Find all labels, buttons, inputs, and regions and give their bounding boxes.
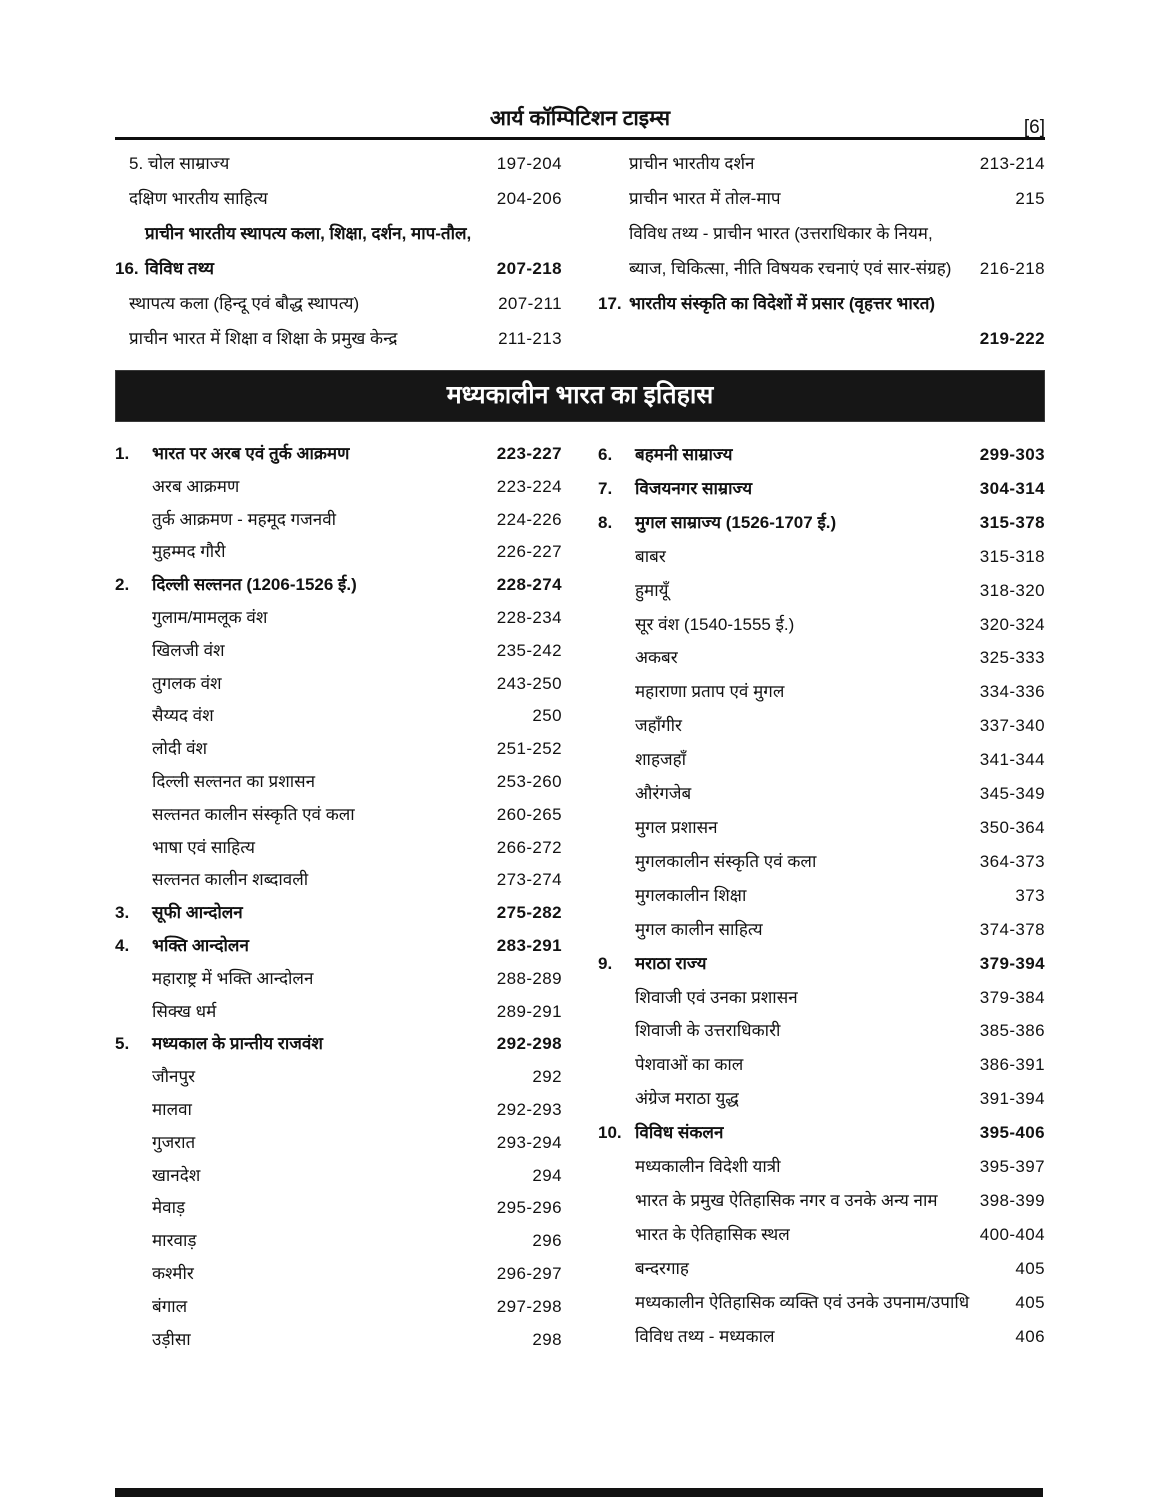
toc-row-pages: 289-291 <box>496 1001 562 1021</box>
toc-row-pages: 273-274 <box>496 870 562 890</box>
toc-row-pages: 320-324 <box>979 614 1045 634</box>
toc-row-pages: 391-394 <box>979 1089 1045 1109</box>
toc-row-number: 9. <box>598 953 613 973</box>
toc-row-number: 5. <box>115 1034 130 1054</box>
toc-row-pages: 224-226 <box>496 509 562 529</box>
toc-row-pages: 207-218 <box>496 259 562 278</box>
toc-row-pages: 288-289 <box>496 968 562 988</box>
toc-row-pages: 405 <box>1015 1258 1045 1278</box>
toc-row-pages: 219-222 <box>979 329 1045 348</box>
toc-row-label: विविध संकलन <box>635 1123 724 1143</box>
toc-row-number: 10. <box>598 1123 622 1143</box>
toc-row-pages: 293-294 <box>496 1132 562 1152</box>
toc-row <box>115 504 562 537</box>
toc-row-pages: 374-378 <box>979 919 1045 939</box>
toc-row-pages: 223-227 <box>496 444 562 463</box>
toc-row <box>598 845 1045 879</box>
toc-row-label: सिक्ख धर्म <box>152 1001 217 1021</box>
toc-row-label: महाराणा प्रताप एवं मुगल <box>635 682 785 702</box>
toc-row-pages: 211-213 <box>498 329 562 348</box>
toc-row-label: विविध तथ्य - प्राचीन भारत (उत्तराधिकार के नियम, ब्याज, चिकित्सा, नीति विषयक रचनाएं एवं सार-संग्रह) <box>629 224 952 278</box>
toc-row-pages: 350-364 <box>979 817 1045 837</box>
toc-row-label: प्राचीन भारतीय स्थापत्य कला, शिक्षा, दर्शन, माप-तौल, विविध तथ्य <box>145 224 472 278</box>
toc-row-pages: 400-404 <box>979 1224 1045 1244</box>
toc-row <box>598 743 1045 777</box>
toc-row-label: खानदेश <box>152 1165 201 1185</box>
toc-row-label: अकबर <box>635 648 678 668</box>
toc-row <box>598 181 1045 216</box>
toc-row <box>115 733 562 766</box>
toc-row-pages: 395-406 <box>979 1123 1045 1143</box>
toc-row <box>115 668 562 701</box>
toc-row-pages: 315-318 <box>979 546 1045 566</box>
toc-right-column <box>598 438 1045 1356</box>
toc-row <box>115 897 562 930</box>
toc-row-label: गुलाम/मामलूक वंश <box>152 607 268 627</box>
toc-row <box>598 1048 1045 1082</box>
toc-row <box>598 216 1045 286</box>
header-rule <box>115 137 1045 140</box>
toc-row-pages: 215 <box>1015 189 1045 208</box>
toc-row-pages: 235-242 <box>496 640 562 660</box>
toc-row <box>598 438 1045 472</box>
toc-row-number: 1. <box>115 444 130 463</box>
toc-row <box>115 1061 562 1094</box>
toc-row-label: विविध तथ्य - मध्यकाल <box>635 1326 775 1346</box>
toc-row-label: दिल्ली सल्तनत का प्रशासन <box>152 771 316 791</box>
toc-row <box>115 1291 562 1324</box>
toc-row <box>598 574 1045 608</box>
toc-row-number: 4. <box>115 935 130 955</box>
toc-row <box>598 777 1045 811</box>
toc-row-pages: 318-320 <box>979 580 1045 600</box>
toc-row <box>115 1324 562 1357</box>
toc-row <box>598 879 1045 913</box>
toc-row <box>115 1225 562 1258</box>
toc-row-pages: 292-293 <box>496 1099 562 1119</box>
toc-row <box>115 1192 562 1225</box>
top-left-column <box>115 146 562 356</box>
toc-row <box>115 635 562 668</box>
toc-row <box>115 216 562 286</box>
toc-row-label: भाषा एवं साहित्य <box>152 837 255 857</box>
toc-row-label: मुहम्मद गौरी <box>152 542 226 562</box>
medieval-india-toc <box>115 438 1045 1356</box>
bottom-rule <box>115 1488 1043 1497</box>
toc-row-label: सूर वंश (1540-1555 ई.) <box>635 614 795 634</box>
toc-row-label: सल्तनत कालीन शब्दावली <box>152 870 309 890</box>
toc-row-pages: 228-274 <box>496 575 562 595</box>
toc-row-label: 5. चोल साम्राज्य <box>129 154 230 173</box>
toc-row <box>598 1150 1045 1184</box>
toc-row-pages: 251-252 <box>496 739 562 759</box>
toc-row <box>598 472 1045 506</box>
toc-row-pages: 296-297 <box>496 1263 562 1283</box>
toc-row-label: बाबर <box>635 546 666 566</box>
toc-row-label: सल्तनत कालीन संस्कृति एवं कला <box>152 804 355 824</box>
toc-row-label: स्थापत्य कला (हिन्दू एवं बौद्ध स्थापत्य) <box>129 294 360 313</box>
toc-row-label: विजयनगर साम्राज्य <box>635 478 753 498</box>
toc-row-label: भारत पर अरब एवं तुर्क आक्रमण <box>152 444 350 463</box>
toc-row-pages: 297-298 <box>496 1296 562 1316</box>
toc-row <box>115 181 562 216</box>
toc-row-number: 17. <box>598 294 622 313</box>
toc-row <box>115 1160 562 1193</box>
toc-row-pages: 385-386 <box>979 1021 1045 1041</box>
toc-row-pages: 299-303 <box>979 445 1045 464</box>
toc-row-pages: 405 <box>1015 1292 1045 1312</box>
toc-row <box>115 766 562 799</box>
toc-row-label: जौनपुर <box>152 1067 196 1087</box>
toc-row-label: दक्षिण भारतीय साहित्य <box>129 189 268 208</box>
toc-row-pages: 292-298 <box>496 1034 562 1054</box>
toc-row <box>598 1252 1045 1286</box>
page-header <box>115 0 1045 140</box>
toc-row-label: मुगलकालीन संस्कृति एवं कला <box>635 851 817 871</box>
toc-row-label: भारत के ऐतिहासिक स्थल <box>635 1224 790 1244</box>
toc-row-pages: 345-349 <box>979 784 1045 804</box>
toc-row-pages: 315-378 <box>979 512 1045 532</box>
toc-row <box>115 536 562 569</box>
toc-row-pages: 260-265 <box>496 804 562 824</box>
toc-row <box>115 286 562 321</box>
toc-row-label: भारत के प्रमुख ऐतिहासिक नगर व उनके अन्य नाम <box>635 1190 938 1210</box>
toc-row-pages: 204-206 <box>496 189 562 208</box>
toc-row-label: शिवाजी के उत्तराधिकारी <box>635 1021 781 1041</box>
toc-row <box>598 1320 1045 1354</box>
toc-row <box>115 799 562 832</box>
toc-row-label: मालवा <box>152 1099 192 1119</box>
toc-row <box>115 963 562 996</box>
toc-row-label: बंगाल <box>152 1296 188 1316</box>
toc-row-label: हुमायूँ <box>635 580 669 600</box>
toc-row-pages: 406 <box>1015 1326 1045 1346</box>
toc-row-pages: 325-333 <box>979 648 1045 668</box>
toc-row-pages: 253-260 <box>496 771 562 791</box>
toc-row <box>115 602 562 635</box>
toc-row-number: 6. <box>598 445 613 464</box>
toc-row <box>598 146 1045 181</box>
toc-row-pages: 228-234 <box>496 607 562 627</box>
toc-row-pages: 292 <box>532 1067 562 1087</box>
toc-row-label: मुगल प्रशासन <box>635 817 718 837</box>
toc-row-pages: 226-227 <box>496 542 562 562</box>
toc-row-pages: 398-399 <box>979 1190 1045 1210</box>
toc-row-label: जहाँगीर <box>635 716 682 736</box>
toc-row-label: मुगल कालीन साहित्य <box>635 919 763 939</box>
toc-row-number: 3. <box>115 903 130 923</box>
page-number-badge: [6] <box>1023 117 1045 138</box>
toc-row-label: बहमनी साम्राज्य <box>635 445 733 464</box>
toc-row <box>598 981 1045 1015</box>
toc-row-label: मराठा राज्य <box>635 953 707 973</box>
toc-row-label: प्राचीन भारतीय दर्शन <box>629 154 755 173</box>
toc-row-label: मुगल साम्राज्य (1526-1707 ई.) <box>635 512 837 532</box>
toc-row-number: 2. <box>115 575 130 595</box>
toc-row-pages: 213-214 <box>979 154 1045 173</box>
toc-row-label: अंग्रेज मराठा युद्ध <box>635 1089 739 1109</box>
toc-row <box>115 864 562 897</box>
toc-row <box>598 1286 1045 1320</box>
toc-row <box>115 930 562 963</box>
toc-row-label: मध्यकालीन ऐतिहासिक व्यक्ति एवं उनके उपनाम/उपाधि <box>635 1292 970 1312</box>
toc-row <box>598 675 1045 709</box>
toc-row-pages: 373 <box>1015 885 1045 905</box>
toc-row-label: महाराष्ट्र में भक्ति आन्दोलन <box>152 968 314 988</box>
toc-row-label: शाहजहाँ <box>635 750 687 770</box>
toc-row-pages: 364-373 <box>979 851 1045 871</box>
toc-row-number: 7. <box>598 478 613 498</box>
toc-row-label: भक्ति आन्दोलन <box>152 935 249 955</box>
toc-row <box>115 1028 562 1061</box>
toc-row <box>598 641 1045 675</box>
toc-row-label: मध्यकालीन विदेशी यात्री <box>635 1157 781 1177</box>
toc-row <box>115 832 562 865</box>
toc-row-pages: 294 <box>532 1165 562 1185</box>
toc-row-label: लोदी वंश <box>152 739 208 759</box>
toc-row-label: भारतीय संस्कृति का विदेशों में प्रसार (वृहत्तर भारत) <box>629 294 936 313</box>
toc-row <box>598 709 1045 743</box>
toc-row <box>115 471 562 504</box>
toc-row <box>598 1014 1045 1048</box>
toc-row <box>598 608 1045 642</box>
toc-row-label: औरंगजेब <box>635 784 692 804</box>
toc-row-label: उड़ीसा <box>152 1329 191 1349</box>
toc-row-label: सूफी आन्दोलन <box>152 903 243 923</box>
toc-row-pages: 207-211 <box>498 294 562 313</box>
toc-row-pages: 379-394 <box>979 953 1045 973</box>
toc-row <box>598 506 1045 540</box>
toc-row <box>598 1218 1045 1252</box>
toc-row-pages: 275-282 <box>496 903 562 923</box>
toc-row-label: मुगलकालीन शिक्षा <box>635 885 747 905</box>
top-right-column <box>598 146 1045 356</box>
toc-row <box>115 1127 562 1160</box>
toc-row-pages: 334-336 <box>979 682 1045 702</box>
toc-row-pages: 395-397 <box>979 1157 1045 1177</box>
toc-row <box>598 1082 1045 1116</box>
toc-row-label: प्राचीन भारत में तोल-माप <box>629 189 781 208</box>
toc-row <box>115 1094 562 1127</box>
toc-left-column <box>115 438 562 1356</box>
toc-row <box>598 1116 1045 1150</box>
toc-row <box>115 569 562 602</box>
toc-row <box>598 321 1045 356</box>
toc-row-label: दिल्ली सल्तनत (1206-1526 ई.) <box>152 575 357 595</box>
toc-row <box>598 811 1045 845</box>
toc-row <box>598 913 1045 947</box>
section-banner: मध्यकालीन भारत का इतिहास <box>115 370 1045 422</box>
toc-row <box>115 146 562 181</box>
toc-row-pages: 266-272 <box>496 837 562 857</box>
toc-row-pages: 379-384 <box>979 987 1045 1007</box>
previous-section-continuation <box>115 146 1045 356</box>
toc-row-pages: 197-204 <box>496 154 562 173</box>
toc-row-label: सैय्यद वंश <box>152 706 214 726</box>
toc-row-label: तुर्क आक्रमण - महमूद गजनवी <box>152 509 337 529</box>
toc-row-label: बन्दरगाह <box>635 1258 689 1278</box>
toc-row-pages: 386-391 <box>979 1055 1045 1075</box>
toc-row-label: अरब आक्रमण <box>152 476 240 496</box>
toc-row-label: कश्मीर <box>152 1263 194 1283</box>
toc-row <box>115 438 562 471</box>
toc-row-label: मेवाड़ <box>152 1198 186 1218</box>
toc-row-label: शिवाजी एवं उनका प्रशासन <box>635 987 798 1007</box>
toc-row-pages: 250 <box>532 706 562 726</box>
toc-row <box>598 540 1045 574</box>
toc-row-pages: 223-224 <box>496 476 562 496</box>
toc-row-label: प्राचीन भारत में शिक्षा व शिक्षा के प्रमुख केन्द्र <box>129 329 398 348</box>
toc-row-pages: 243-250 <box>496 673 562 693</box>
toc-row <box>598 1184 1045 1218</box>
toc-row-label: मारवाड़ <box>152 1231 197 1251</box>
toc-row-number: 8. <box>598 512 613 532</box>
toc-row-number: 16. <box>115 259 139 278</box>
toc-row-pages: 337-340 <box>979 716 1045 736</box>
toc-row-pages: 216-218 <box>979 259 1045 278</box>
toc-row-label: गुजरात <box>152 1132 196 1152</box>
page-title: आर्य कॉम्पिटिशन टाइम्स <box>489 107 671 130</box>
toc-row-pages: 295-296 <box>496 1198 562 1218</box>
toc-row <box>115 700 562 733</box>
toc-row-label: पेशवाओं का काल <box>635 1055 744 1075</box>
toc-row-label: मध्यकाल के प्रान्तीय राजवंश <box>152 1034 323 1054</box>
toc-row <box>598 286 1045 321</box>
toc-row-pages: 341-344 <box>979 750 1045 770</box>
toc-row-pages: 304-314 <box>979 478 1045 498</box>
toc-row-pages: 296 <box>532 1231 562 1251</box>
toc-row <box>115 321 562 356</box>
toc-row-label: खिलजी वंश <box>152 640 225 660</box>
toc-row <box>598 947 1045 981</box>
toc-row-label: तुगलक वंश <box>152 673 222 693</box>
toc-row-pages: 298 <box>532 1329 562 1349</box>
toc-row-pages: 283-291 <box>496 935 562 955</box>
toc-row <box>115 1258 562 1291</box>
toc-row <box>115 996 562 1029</box>
